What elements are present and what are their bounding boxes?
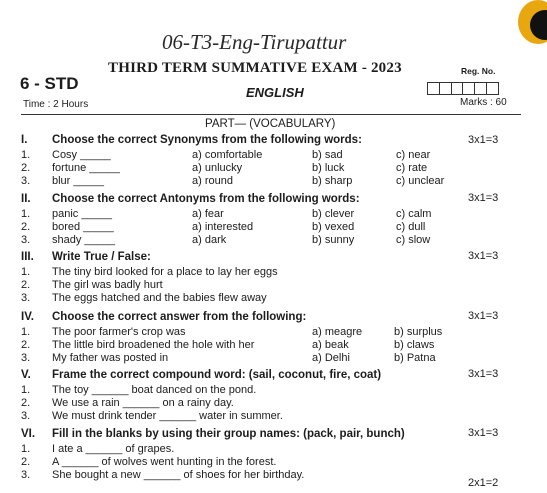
question-text: My father was posted in xyxy=(52,352,169,364)
answer-option: a) dark xyxy=(192,234,227,246)
section-title: Choose the correct Antonyms from the following words: xyxy=(52,193,360,205)
question-text: bored _____ xyxy=(52,221,114,233)
answer-option: b) claws xyxy=(394,339,435,351)
section-number: IV. xyxy=(21,311,35,323)
std-label: 6 - STD xyxy=(20,74,79,93)
exam-title: THIRD TERM SUMMATIVE EXAM - 2023 xyxy=(108,60,402,76)
answer-option: b) sharp xyxy=(312,175,353,187)
question-text: Cosy _____ xyxy=(52,149,111,161)
question-text: The poor farmer's crop was xyxy=(52,326,186,338)
answer-option: b) clever xyxy=(312,208,355,220)
time-label: Time : 2 Hours xyxy=(23,99,89,110)
answer-option: b) sunny xyxy=(312,234,355,246)
question-text: panic _____ xyxy=(52,208,112,220)
section-number: V. xyxy=(21,369,31,381)
subject-label: ENGLISH xyxy=(246,85,304,100)
header-divider xyxy=(21,114,521,115)
question-text: The toy ______ boat danced on the pond. xyxy=(52,384,257,396)
marks-label: Marks : 60 xyxy=(460,97,507,108)
answer-option: c) near xyxy=(396,149,431,161)
section-score: 3x1=3 xyxy=(468,192,499,204)
answer-option: b) surplus xyxy=(394,326,443,338)
question-text: The little bird broadened the hole with her xyxy=(52,339,255,351)
answer-option: a) interested xyxy=(192,221,254,233)
row-number: 3. xyxy=(21,175,31,187)
question-text: shady _____ xyxy=(52,234,115,246)
answer-option: a) comfortable xyxy=(192,149,263,161)
answer-option: c) calm xyxy=(396,208,432,220)
question-text: The eggs hatched and the babies flew away xyxy=(52,292,267,304)
question-text: The tiny bird looked for a place to lay her eggs xyxy=(52,266,278,278)
last-section-score: 2x1=2 xyxy=(468,477,499,489)
answer-option: b) luck xyxy=(312,162,345,174)
row-number: 2. xyxy=(21,279,31,291)
section-score: 3x1=3 xyxy=(468,368,499,380)
answer-option: c) slow xyxy=(396,234,431,246)
row-number: 3. xyxy=(21,410,31,422)
question-text: We use a rain ______ on a rainy day. xyxy=(52,397,234,409)
row-number: 2. xyxy=(21,221,31,233)
section-title: Fill in the blanks by using their group names: (pack, pair, bunch) xyxy=(52,428,405,440)
section-number: I. xyxy=(21,134,28,146)
question-text: blur _____ xyxy=(52,175,104,187)
answer-option: a) round xyxy=(192,175,233,187)
row-number: 3. xyxy=(21,352,31,364)
row-number: 2. xyxy=(21,397,31,409)
row-number: 1. xyxy=(21,208,31,220)
section-number: II. xyxy=(21,193,31,205)
row-number: 1. xyxy=(21,443,31,455)
answer-option: c) rate xyxy=(396,162,428,174)
reg-no-label: Reg. No. xyxy=(461,66,496,76)
question-text: The girl was badly hurt xyxy=(52,279,163,291)
reg-no-boxes[interactable] xyxy=(427,82,499,95)
answer-option: a) meagre xyxy=(312,326,363,338)
question-text: fortune _____ xyxy=(52,162,120,174)
question-text: A ______ of wolves went hunting in the forest. xyxy=(52,456,277,468)
section-number: VI. xyxy=(21,428,36,440)
question-text: She bought a new ______ of shoes for her birthday. xyxy=(52,469,305,481)
answer-option: b) sad xyxy=(312,149,343,161)
answer-option: a) unlucky xyxy=(192,162,243,174)
row-number: 3. xyxy=(21,469,31,481)
section-title: Write True / False: xyxy=(52,251,151,263)
part-title: PART— (VOCABULARY) xyxy=(205,118,336,130)
answer-option: c) dull xyxy=(396,221,426,233)
answer-option: c) unclear xyxy=(396,175,445,187)
section-title: Choose the correct answer from the following: xyxy=(52,311,307,323)
row-number: 1. xyxy=(21,326,31,338)
answer-option: a) beak xyxy=(312,339,349,351)
question-text: We must drink tender ______ water in summer. xyxy=(52,410,283,422)
question-text: I ate a ______ of grapes. xyxy=(52,443,175,455)
row-number: 2. xyxy=(21,339,31,351)
section-title: Choose the correct Synonyms from the following words: xyxy=(52,134,362,146)
row-number: 2. xyxy=(21,456,31,468)
section-title: Frame the correct compound word: (sail, coconut, fire, coat) xyxy=(52,369,382,381)
row-number: 1. xyxy=(21,266,31,278)
section-score: 3x1=3 xyxy=(468,250,499,262)
section-score: 3x1=3 xyxy=(468,427,499,439)
row-number: 1. xyxy=(21,384,31,396)
row-number: 1. xyxy=(21,149,31,161)
answer-option: a) fear xyxy=(192,208,224,220)
row-number: 3. xyxy=(21,234,31,246)
section-score: 3x1=3 xyxy=(468,310,499,322)
answer-option: b) vexed xyxy=(312,221,355,233)
doc-code: 06-T3-Eng-Tirupattur xyxy=(162,30,347,54)
section-score: 3x1=3 xyxy=(468,134,499,146)
row-number: 2. xyxy=(21,162,31,174)
section-number: III. xyxy=(21,251,34,263)
row-number: 3. xyxy=(21,292,31,304)
answer-option: b) Patna xyxy=(394,352,436,364)
answer-option: a) Delhi xyxy=(312,352,350,364)
